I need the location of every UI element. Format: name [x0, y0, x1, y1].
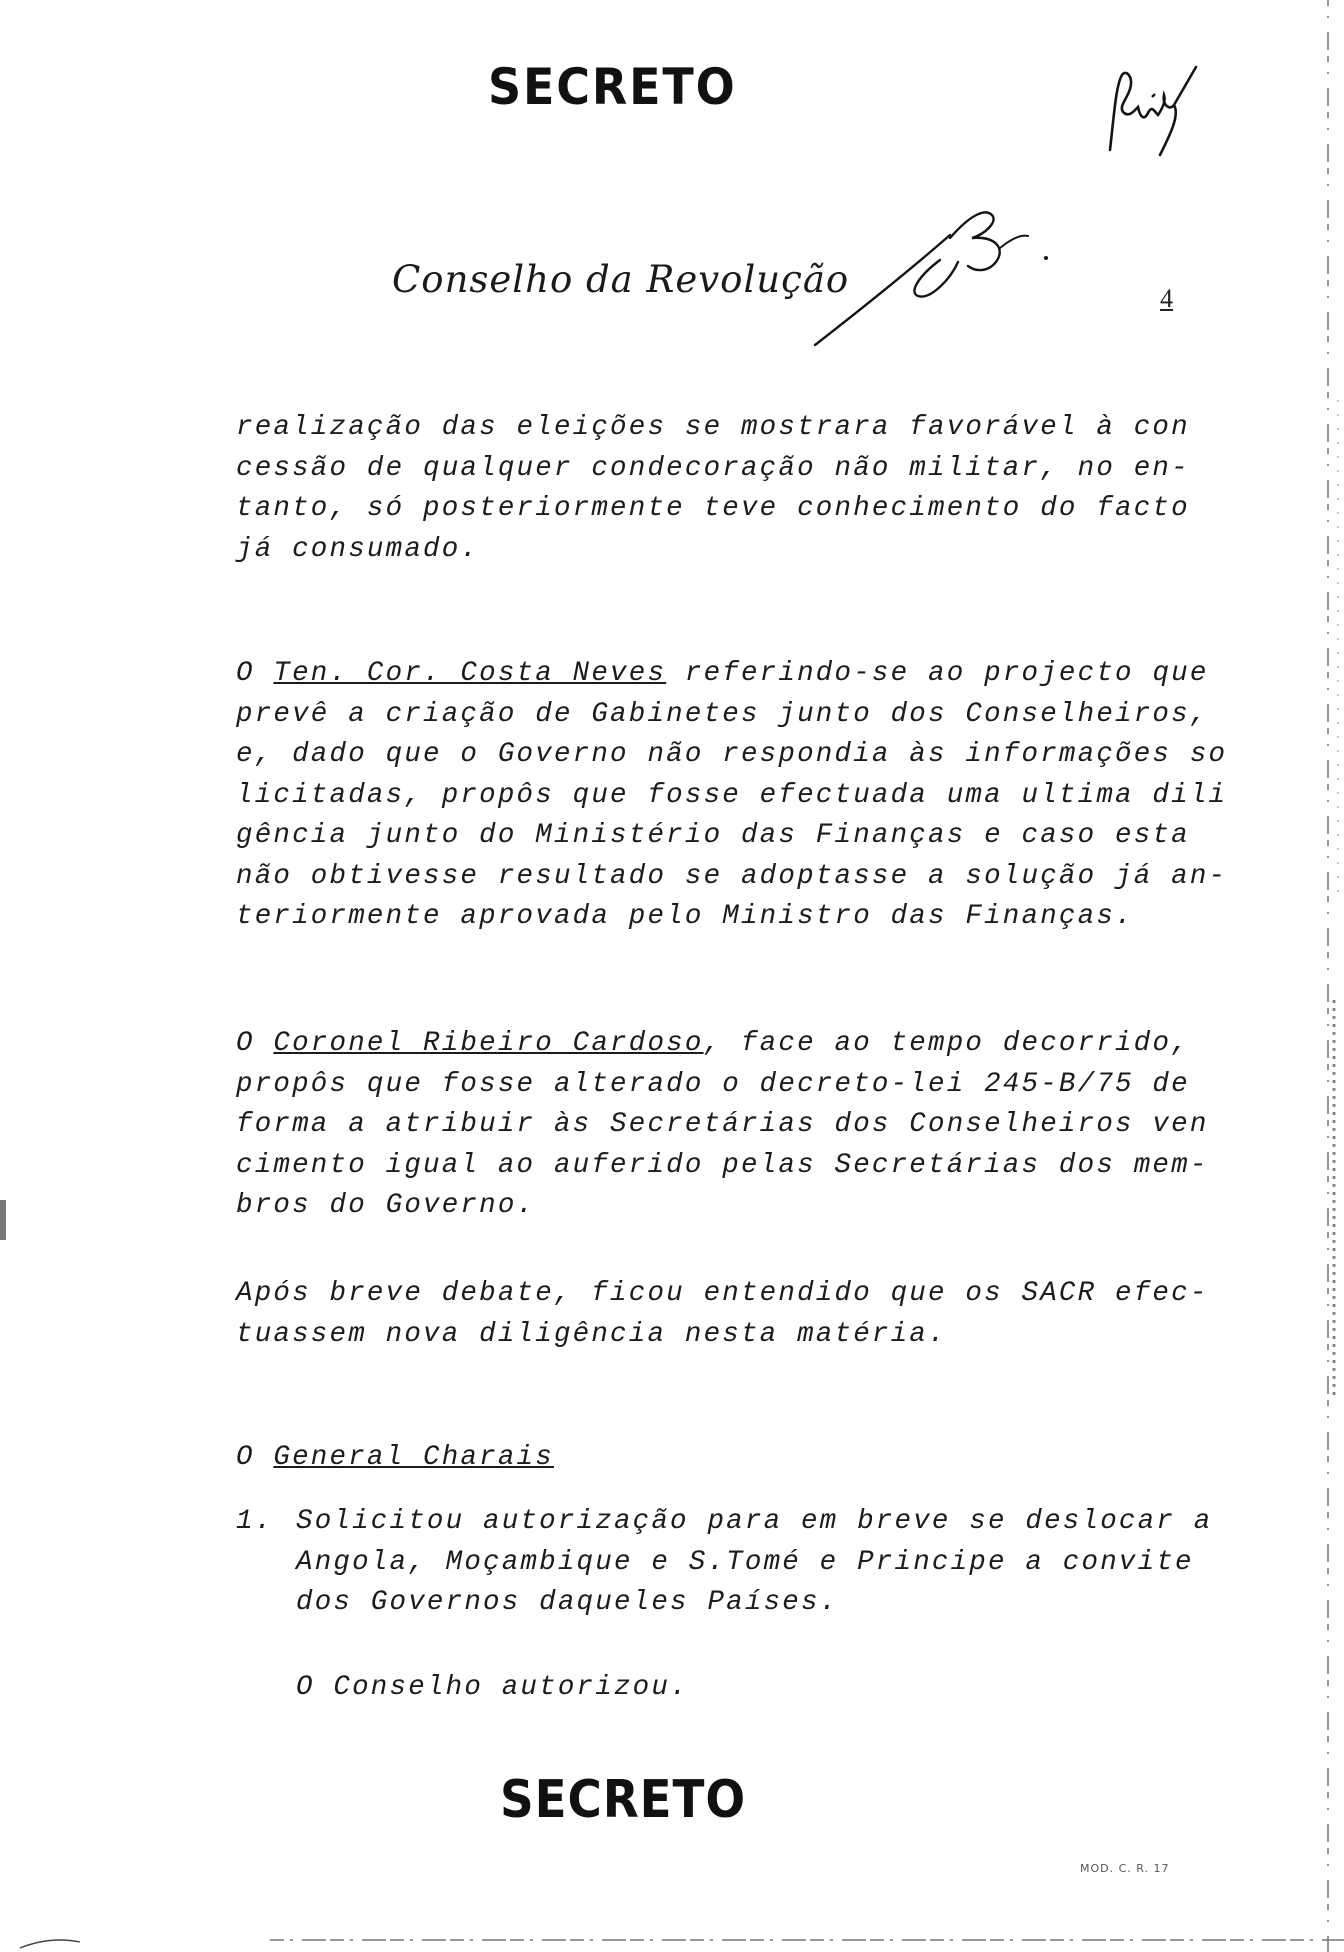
- text-line: cessão de qualquer condecoração não militar, no en-: [236, 452, 1190, 484]
- text-line: Solicitou autorização para em breve se deslocar a: [296, 1506, 1213, 1537]
- text-line: cimento igual ao auferido pelas Secretárias dos mem-: [236, 1149, 1209, 1181]
- text-line: tanto, só posteriormente teve conhecimento do facto: [236, 493, 1190, 524]
- paragraph-general-charais: [236, 1438, 1116, 1479]
- handwritten-signature: [800, 200, 1060, 355]
- text-line: O Conselho autorizou.: [296, 1672, 689, 1703]
- text-line: [236, 1024, 1190, 1065]
- text-line: bros do Governo.: [236, 1190, 536, 1221]
- text-continuation: , face ao tempo decorrido,: [703, 1028, 1190, 1059]
- item-result: [296, 1668, 1176, 1709]
- classification-stamp-top: SECRETO: [488, 58, 737, 116]
- text-line: não obtivesse resultado se adoptasse a solução já an-: [236, 860, 1228, 892]
- text-line: licitadas, propôs que fosse efectuada uma ultima dili: [236, 779, 1228, 811]
- council-letterhead-title: Conselho da Revolução: [392, 258, 850, 301]
- speaker-name: Ten. Cor. Costa Neves: [273, 658, 667, 689]
- text-lead: O: [236, 1442, 274, 1473]
- speaker-name: General Charais: [273, 1442, 554, 1473]
- text-line: prevê a criação de Gabinetes junto dos Conselheiros,: [236, 698, 1209, 730]
- text-continuation: referindo-se ao projecto que: [666, 658, 1209, 689]
- text-line: dos Governos daqueles Países.: [296, 1587, 839, 1618]
- text-line: realização das eleições se mostrara favorável à con: [236, 412, 1190, 443]
- text-line: teriormente aprovada pelo Ministro das Finanças.: [236, 901, 1134, 932]
- text-line: forma a atribuir às Secretárias dos Conselheiros ven: [236, 1109, 1209, 1140]
- text-line: Angola, Moçambique e S.Tomé e Principe a convite: [296, 1546, 1194, 1578]
- text-line: tuassem nova diligência nesta matéria.: [236, 1318, 947, 1350]
- paragraph-debate: [236, 1274, 1209, 1355]
- scan-edge-artifact: [1310, 0, 1344, 1952]
- text-line: Após breve debate, ficou entendido que os SACR efec-: [236, 1278, 1209, 1309]
- handwritten-initials: [1100, 55, 1210, 165]
- form-code: MOD. C. R. 17: [1080, 1862, 1170, 1875]
- paragraph-elections: [236, 408, 1190, 570]
- paragraph-costa-neves: [236, 654, 1228, 938]
- speaker-name: Coronel Ribeiro Cardoso: [273, 1028, 704, 1059]
- page-number: 4: [1160, 284, 1173, 313]
- text-lead: O: [236, 658, 274, 689]
- text-line: [236, 1438, 1116, 1479]
- text-line: e, dado que o Governo não respondia às informações so: [236, 739, 1228, 770]
- text-line: gência junto do Ministério das Finanças e caso esta: [236, 820, 1190, 851]
- text-line: propôs que fosse alterado o decreto-lei 245-B/75 de: [236, 1068, 1190, 1100]
- scan-edge-artifact: [0, 1926, 1344, 1952]
- scan-edge-artifact: [0, 1200, 6, 1240]
- text-line: [236, 654, 1209, 695]
- paragraph-ribeiro-cardoso: [236, 1024, 1209, 1227]
- item-number: 1.: [236, 1506, 274, 1537]
- item-text: [296, 1502, 1213, 1624]
- numbered-item: [236, 1502, 1213, 1632]
- text-lead: O: [236, 1028, 274, 1059]
- classification-stamp-bottom: SECRETO: [500, 1770, 747, 1830]
- text-line: já consumado.: [236, 533, 480, 565]
